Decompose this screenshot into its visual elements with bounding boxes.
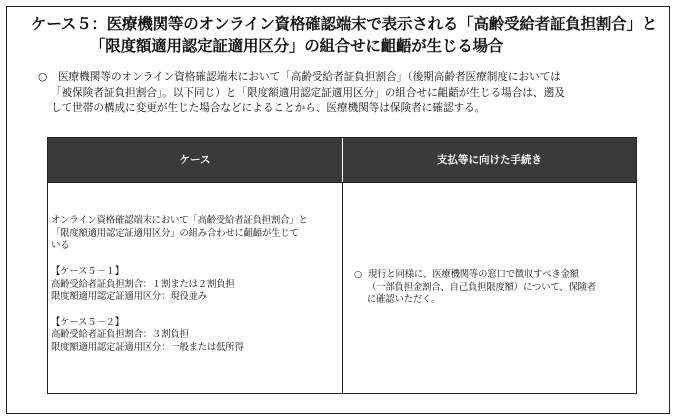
header-row-divider: [48, 182, 636, 183]
procedure-line-3: に確認いただく。: [367, 294, 441, 306]
case-5-2-ratio: 高齢受給者証負担割合：３割負担: [51, 329, 189, 341]
procedure-line-1: [354, 269, 634, 282]
case-desc-line-3: いる: [51, 240, 70, 252]
spacer: [51, 253, 339, 266]
intro-text-1: 医療機関等のオンライン資格確認端末において「高齢受給者証負担割合」（後期高齢者医療制度においては: [58, 71, 561, 83]
case-5-2-category: 限度額適用認定証適用区分：一般または低所得: [51, 342, 244, 353]
case-table: [47, 137, 637, 394]
header-procedure: 支払等に向けた手続き: [437, 154, 542, 166]
case-5-1-category: 限度額適用認定証適用区分：現役並み: [51, 291, 207, 303]
intro-line-1: [38, 70, 648, 86]
case-5-1-ratio: 高齢受給者証負担割合：１割または２割負担: [51, 278, 235, 290]
header-column-divider: [342, 138, 343, 182]
case-5-1-heading: 【ケース５－１】: [51, 265, 124, 277]
intro-line-3: して世帯の構成に変更が生じた場合などによることから、医療機関等は保険者に確認する。: [51, 102, 486, 114]
title-line-1: ケース５：医療機関等のオンライン資格確認端末で表示される「高齢受給者証負担割合」と: [31, 15, 658, 33]
case-5-2-heading: 【ケース５－２】: [51, 316, 124, 328]
circle-bullet-icon: ○: [354, 269, 362, 280]
case-cell: [51, 215, 339, 355]
circle-bullet-icon: ○: [38, 71, 48, 83]
title-line-2: 「限度額適用認定証適用区分」の組合せに齟齬が生じる場合: [90, 37, 504, 55]
page-title: [31, 13, 658, 57]
procedure-cell: [354, 269, 634, 307]
intro-line-2: 「被保険者証負担割合」。以下同じ）と「限度額適用認定証適用区分」の組合せに齟齬が生じる場合は、遡及: [51, 86, 565, 99]
case-desc-line-1: オンライン資格確認端末において「高齢受給者証負担割合」と: [51, 215, 308, 226]
spacer: [51, 304, 339, 317]
case-desc-line-2: 「限度額適用認定証適用区分」の組み合わせに齟齬が生じて: [51, 227, 299, 239]
intro-paragraph: [38, 70, 648, 117]
header-case: ケース: [179, 154, 211, 166]
procedure-text-1: 現行と同様に、医療機関等の窓口で徴収すべき金額: [368, 269, 579, 280]
procedure-line-2: （一部負担金割合、自己負担限度額）について、保険者: [367, 281, 597, 293]
